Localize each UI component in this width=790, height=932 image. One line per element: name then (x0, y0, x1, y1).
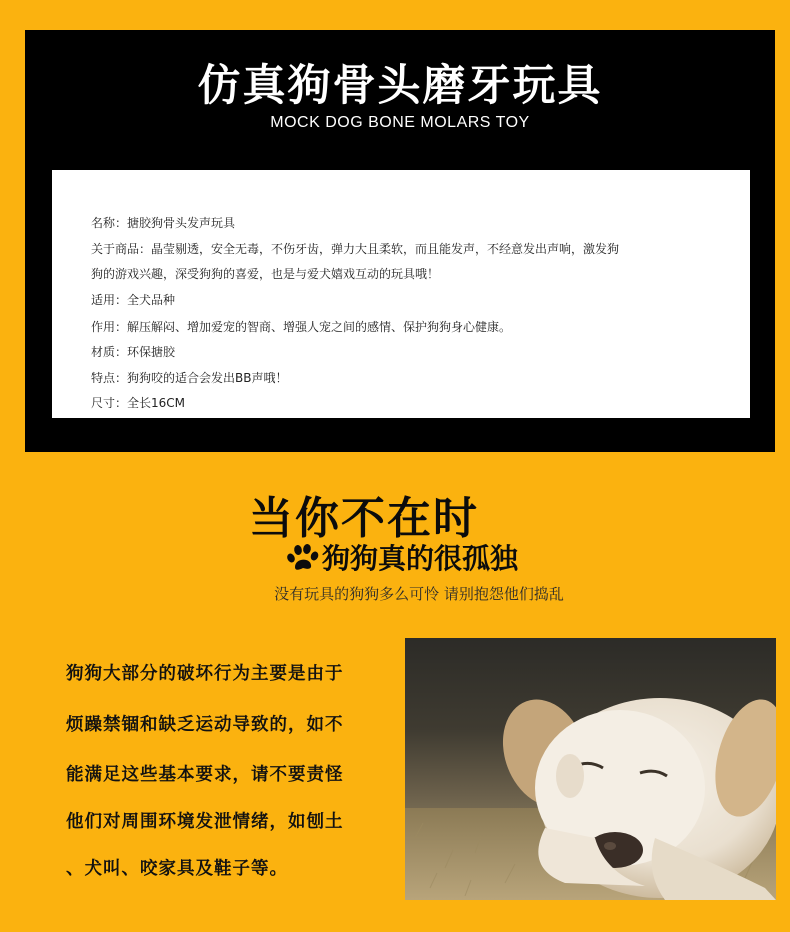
puppy-photo (405, 638, 776, 900)
product-title: 仿真狗骨头磨牙玩具 (197, 61, 603, 111)
paragraph-line: 能满足这些基本要求，请不要责怪 (66, 765, 344, 785)
product-title-english: MOCK DOG BONE MOLARS TOY (270, 114, 530, 131)
headline-lonely-text: 狗狗真的很孤独 (322, 542, 519, 575)
product-info-box (52, 170, 750, 418)
info-size: 尺寸：全长16CM (91, 396, 186, 410)
subtitle: 没有玩具的狗狗多么可怜 请别抱怨他们捣乱 (274, 585, 564, 603)
paragraph-line: 烦躁禁锢和缺乏运动导致的，如不 (66, 715, 344, 735)
info-material: 材质：环保搪胶 (91, 345, 176, 359)
header-panel (25, 30, 775, 452)
info-suitable: 适用：全犬品种 (91, 293, 176, 307)
paw-icon (286, 543, 320, 571)
paragraph-line: 狗狗大部分的破坏行为主要是由于 (66, 664, 344, 684)
info-name: 名称：搪胶狗骨头发声玩具 (91, 216, 236, 230)
headline-lonely (286, 537, 518, 577)
info-feature: 特点：狗狗咬的适合会发出BB声哦！ (91, 371, 288, 385)
info-about: 关于商品：晶莹剔透，安全无毒，不伤牙齿，弹力大且柔软，而且能发声，不经意发出声响，激发狗 (91, 242, 620, 256)
paragraph-line: 他们对周围环境发泄情绪，如刨土 (66, 812, 344, 832)
paragraph-line: 、犬叫、咬家具及鞋子等。 (66, 859, 288, 879)
puppy-illustration (405, 638, 776, 900)
info-function: 作用：解压解闷、增加爱宠的智商、增强人宠之间的感情、保护狗狗身心健康。 (91, 320, 512, 334)
info-about-cont: 狗的游戏兴趣，深受狗狗的喜爱，也是与爱犬嬉戏互动的玩具哦！ (91, 267, 440, 281)
headline-when-away: 当你不在时 (249, 493, 479, 544)
